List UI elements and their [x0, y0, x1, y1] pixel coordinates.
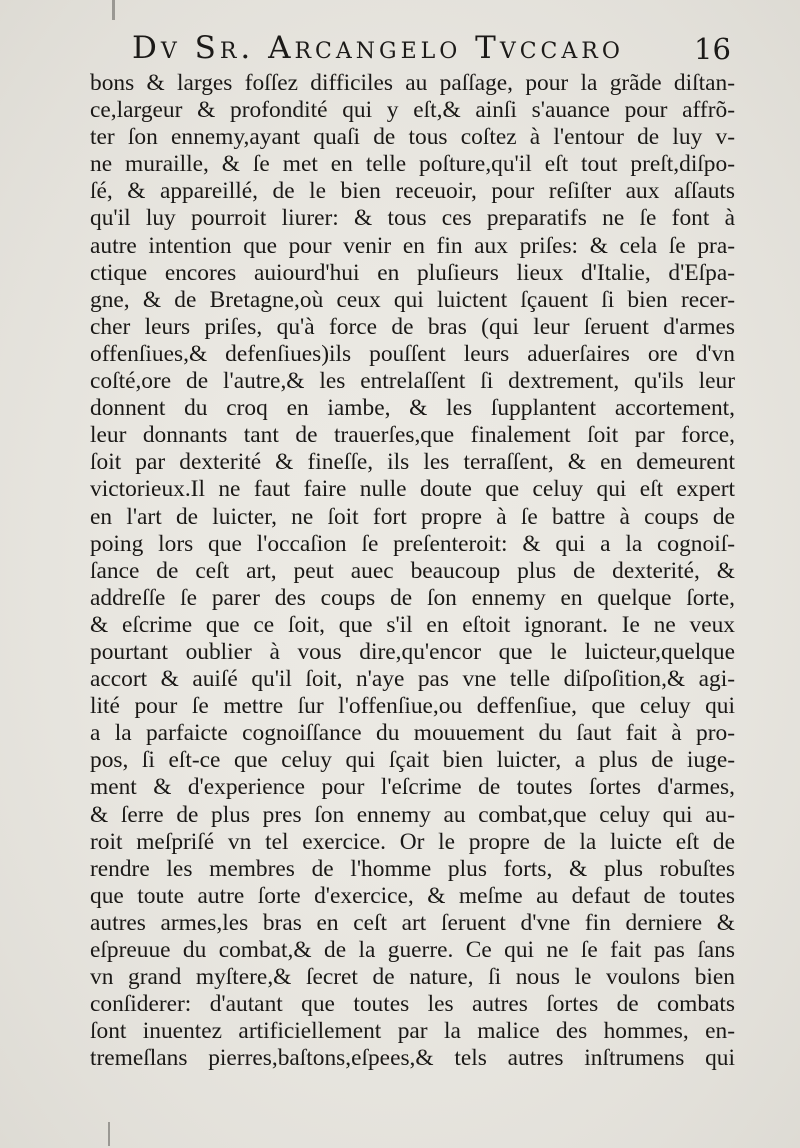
text-line: rendre les membres de l'homme plus forts, & plus robuſtes — [90, 855, 735, 882]
text-line: ſance de ceſt art, peut auec beaucoup plus de dexterité, & — [90, 557, 735, 584]
text-line: ce,largeur & profondité qui y eſt,& ainſi s'auance pour affrõ- — [90, 97, 735, 124]
running-title: Dv Sr. Arcangelo Tvccaro — [132, 30, 624, 66]
binding-mark — [112, 0, 115, 20]
text-line: ter ſon ennemy,ayant quaſi de tous coſtez à l'entour de luy v- — [90, 124, 735, 151]
text-line: ſont inuentez artificiellement par la malice des hommes, en- — [90, 1018, 735, 1045]
text-line: ctique encores auiourd'hui en pluſieurs lieux d'Italie, d'Eſpa- — [90, 259, 735, 286]
text-line: gne, & de Bretagne,où ceux qui luictent ſçauent ſi bien recer- — [90, 286, 735, 313]
text-line: poing lors que l'occaſion ſe preſenteroit: & qui a la cognoiſ- — [90, 530, 735, 557]
text-line: cher leurs priſes, qu'à force de bras (qui leur ſeruent d'armes — [90, 313, 735, 340]
text-line: & ſerre de plus pres ſon ennemy au combat,que celuy qui au- — [90, 801, 735, 828]
text-line: conſiderer: d'autant que toutes les autres ſortes de combats — [90, 991, 735, 1018]
text-line: a la parfaicte cognoiſſance du mouuement du ſaut fait à pro- — [90, 720, 735, 747]
text-line: ment & d'experience pour l'eſcrime de toutes ſortes d'armes, — [90, 774, 735, 801]
text-line: vn grand myſtere,& ſecret de nature, ſi nous le voulons bien — [90, 964, 735, 991]
text-line: pourtant oublier à vous dire,qu'encor que le luicteur,quelque — [90, 638, 735, 665]
text-line: coſté,ore de l'autre,& les entrelaſſent ſi dextrement, qu'ils leur — [90, 368, 735, 395]
text-line: leur donnants tant de trauerſes,que finalement ſoit par force, — [90, 422, 735, 449]
text-line: bons & larges foſſez difficiles au paſſage, pour la grãde diſtan- — [90, 70, 735, 96]
text-line: que toute autre ſorte d'exercice, & meſme au defaut de toutes — [90, 882, 735, 909]
text-line: addreſſe ſe parer des coups de ſon ennemy en quelque ſorte, — [90, 584, 735, 611]
text-line: donnent du croq en iambe, & les ſupplantent accortement, — [90, 395, 735, 422]
text-line: ſoit par dexterité & fineſſe, ils les terraſſent, & en demeurent — [90, 449, 735, 476]
text-line: eſpreuue du combat,& de la guerre. Ce qui ne ſe fait pas ſans — [90, 937, 735, 963]
text-line: autre intention que pour venir en fin aux priſes: & cela ſe pra- — [90, 232, 735, 259]
text-line: offenſiues,& defenſiues)ils pouſſent leurs aduerſaires ore d'vn — [90, 340, 735, 367]
body-text — [90, 70, 735, 1080]
text-line: en l'art de luicter, ne ſoit fort propre à ſe battre à coups de — [90, 503, 735, 530]
text-line: ne muraille, & ſe met en telle poſture,qu'il eſt tout preſt,diſpo- — [90, 151, 735, 178]
text-line: ſé, & appareillé, de le bien receuoir, pour reſiſter aux aſſauts — [90, 178, 735, 205]
text-line: pos, ſi eſt-ce que celuy qui ſçait bien luicter, a plus de iuge- — [90, 747, 735, 774]
text-line: victorieux.Il ne faut faire nulle doute que celuy qui eſt expert — [90, 476, 735, 503]
text-line: autres armes,les bras en ceſt art ſeruent d'vne fin derniere & — [90, 909, 735, 936]
text-line: lité pour ſe mettre ſur l'offenſiue,ou deffenſiue, que celuy qui — [90, 693, 735, 720]
text-line: qu'il luy pourroit liurer: & tous ces preparatifs ne ſe font à — [90, 205, 735, 232]
page-number: 16 — [694, 32, 731, 66]
text-line: tremeſlans pierres,baſtons,eſpees,& tels autres inſtrumens qui — [90, 1045, 735, 1072]
text-line: roit meſpriſé vn tel exercice. Or le propre de la luicte eſt de — [90, 828, 735, 855]
text-line: & eſcrime que ce ſoit, que s'il en eſtoit ignorant. Ie ne veux — [90, 611, 735, 638]
text-line: accort & auiſé qu'il ſoit, n'aye pas vne telle diſpoſition,& agi- — [90, 666, 735, 693]
binding-mark-lower — [108, 1122, 110, 1146]
